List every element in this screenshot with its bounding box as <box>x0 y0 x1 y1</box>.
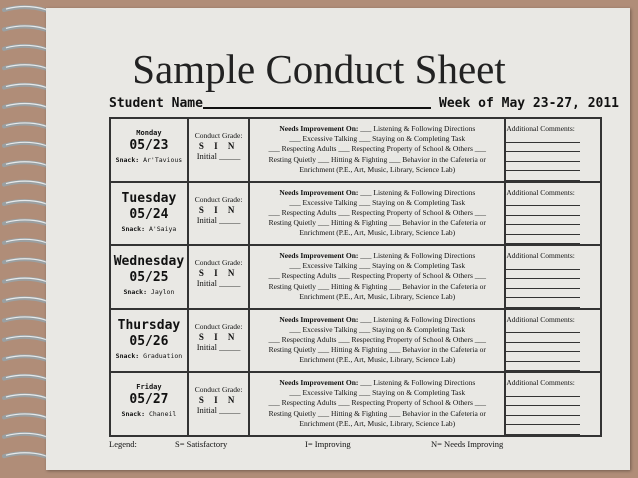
needs-line-2: ___ Excessive Talking ___ Staying on & Completing Task <box>289 324 466 334</box>
needs-line-2: ___ Excessive Talking ___ Staying on & Completing Task <box>289 134 466 144</box>
comment-line <box>506 425 580 435</box>
needs-line-4: Resting Quietly ___ Hitting & Fighting ___ Behavior in the Cafeteria or <box>268 281 486 291</box>
day-cell <box>110 182 188 246</box>
needs-heading: Needs Improvement On: <box>279 314 359 324</box>
initial-blank: Initial _____ <box>196 405 241 415</box>
needs-line-3: ___ Respecting Adults ___ Respecting Property of School & Others ___ <box>268 144 487 154</box>
conduct-grade-label: Conduct Grade: <box>194 194 243 204</box>
needs-line-3: ___ Respecting Adults ___ Respecting Property of School & Others ___ <box>268 398 487 408</box>
needs-line-2: ___ Excessive Talking ___ Staying on & Completing Task <box>289 261 466 271</box>
comments-label: Additional Comments: <box>506 378 575 387</box>
comment-line <box>506 333 580 343</box>
comment-line <box>506 133 580 143</box>
snack-line <box>111 410 187 418</box>
comments-cell <box>505 245 601 309</box>
student-name-label: Student Name <box>109 96 203 111</box>
needs-heading: Needs Improvement On: <box>279 124 359 133</box>
needs-line-5: Enrichment (P.E., Art, Music, Library, Science Lab) <box>299 164 456 174</box>
needs-improvement-cell <box>249 182 505 246</box>
snack-label: Snack: <box>115 351 140 360</box>
comments-label: Additional Comments: <box>506 187 575 197</box>
page-title: Sample Conduct Sheet <box>132 46 506 92</box>
comments-label: Additional Comments: <box>506 124 575 133</box>
comments-label: Additional Comments: <box>506 314 575 324</box>
comments-cell <box>505 182 601 246</box>
needs-improvement-cell <box>249 245 505 309</box>
comment-line <box>506 406 580 416</box>
comment-line <box>506 387 580 397</box>
snack-line <box>111 225 187 233</box>
day-name: Tuesday <box>121 190 177 206</box>
comment-line <box>506 289 580 299</box>
needs-line-3: ___ Respecting Adults ___ Respecting Property of School & Others ___ <box>268 271 487 281</box>
needs-line-1 <box>250 315 504 325</box>
conduct-grade-label: Conduct Grade: <box>194 321 243 331</box>
day-name: Monday <box>136 129 162 137</box>
needs-line-1 <box>250 124 504 134</box>
comment-line <box>506 171 580 181</box>
day-cell <box>110 245 188 309</box>
needs-heading: Needs Improvement On: <box>279 187 359 197</box>
grade-letters: S I N <box>198 204 239 215</box>
needs-line-1-rest: ___ Listening & Following Directions <box>358 378 476 387</box>
day-date: 05/23 <box>129 138 169 153</box>
needs-line-2: ___ Excessive Talking ___ Staying on & Completing Task <box>289 388 466 398</box>
comment-line <box>506 397 580 407</box>
comment-line <box>506 143 580 153</box>
student-name-blank <box>203 107 431 109</box>
comments-label: Additional Comments: <box>506 251 575 260</box>
day-name: Friday <box>136 383 162 391</box>
table-row <box>110 182 601 246</box>
needs-line-3: ___ Respecting Adults ___ Respecting Property of School & Others ___ <box>268 207 487 217</box>
needs-line-5: Enrichment (P.E., Art, Music, Library, Science Lab) <box>299 291 456 301</box>
needs-improvement-cell <box>249 118 505 182</box>
initial-blank: Initial _____ <box>196 341 241 352</box>
comment-line <box>506 362 580 372</box>
needs-line-1 <box>250 378 504 388</box>
comment-line <box>506 152 580 162</box>
needs-line-1-rest: ___ Listening & Following Directions <box>358 314 476 324</box>
comment-line <box>506 270 580 280</box>
needs-line-5: Enrichment (P.E., Art, Music, Library, Science Lab) <box>299 228 456 238</box>
comments-cell <box>505 309 601 373</box>
legend-satisfactory: S= Satisfactory <box>175 439 228 449</box>
comment-line <box>506 352 580 362</box>
comment-line <box>506 279 580 289</box>
legend <box>109 439 609 451</box>
comment-line <box>506 343 580 353</box>
comment-line <box>506 260 580 270</box>
snack-label: Snack: <box>115 156 140 164</box>
snack-line <box>111 288 187 296</box>
grade-letters: S I N <box>198 268 239 278</box>
needs-line-5: Enrichment (P.E., Art, Music, Library, Science Lab) <box>299 418 456 428</box>
comment-line <box>506 206 580 216</box>
initial-blank: Initial _____ <box>196 214 241 225</box>
legend-needs-improving: N= Needs Improving <box>431 439 504 449</box>
day-name: Wednesday <box>113 254 185 269</box>
conduct-grade-label: Conduct Grade: <box>194 258 243 267</box>
needs-line-5: Enrichment (P.E., Art, Music, Library, Science Lab) <box>299 355 456 365</box>
needs-line-2: ___ Excessive Talking ___ Staying on & Completing Task <box>289 197 466 207</box>
week-label: Week of May 23-27, 2011 <box>439 96 620 111</box>
snack-name: Graduation <box>143 351 183 360</box>
grade-letters: S I N <box>198 331 239 342</box>
needs-line-1-rest: ___ Listening & Following Directions <box>358 187 476 197</box>
comment-line <box>506 235 580 245</box>
snack-label: Snack: <box>123 288 147 296</box>
needs-line-1 <box>250 251 504 261</box>
needs-line-1 <box>250 188 504 198</box>
snack-line <box>111 156 187 164</box>
grade-cell <box>188 309 249 373</box>
needs-line-3: ___ Respecting Adults ___ Respecting Property of School & Others ___ <box>268 334 487 344</box>
comment-line <box>506 216 580 226</box>
comments-cell <box>505 372 601 436</box>
comment-line <box>506 298 580 308</box>
grade-cell <box>188 118 249 182</box>
comment-line <box>506 225 580 235</box>
needs-improvement-cell <box>249 309 505 373</box>
needs-improvement-cell <box>249 372 505 436</box>
grade-cell <box>188 245 249 309</box>
table-row <box>110 372 601 436</box>
needs-line-1-rest: ___ Listening & Following Directions <box>358 124 476 133</box>
needs-line-4: Resting Quietly ___ Hitting & Fighting ___ Behavior in the Cafeteria or <box>268 154 486 164</box>
day-date: 05/24 <box>129 206 169 222</box>
snack-name: Chaneil <box>148 410 177 418</box>
needs-line-4: Resting Quietly ___ Hitting & Fighting ___ Behavior in the Cafeteria or <box>268 408 486 418</box>
conduct-grade-label: Conduct Grade: <box>194 385 243 394</box>
needs-line-4: Resting Quietly ___ Hitting & Fighting ___ Behavior in the Cafeteria or <box>268 345 486 355</box>
needs-line-4: Resting Quietly ___ Hitting & Fighting ___ Behavior in the Cafeteria or <box>268 218 486 228</box>
legend-label: Legend: <box>109 439 137 449</box>
day-cell <box>110 372 188 436</box>
grade-letters: S I N <box>198 395 239 405</box>
comments-cell <box>505 118 601 182</box>
comment-line <box>506 324 580 334</box>
day-date: 05/25 <box>129 270 169 285</box>
initial-blank: Initial _____ <box>196 151 241 161</box>
day-date: 05/27 <box>129 392 169 407</box>
snack-label: Snack: <box>121 410 146 418</box>
comment-line <box>506 162 580 172</box>
table-row <box>110 245 601 309</box>
day-cell <box>110 118 188 182</box>
day-name: Thursday <box>117 317 181 333</box>
comment-line <box>506 197 580 207</box>
needs-heading: Needs Improvement On: <box>279 251 359 260</box>
day-date: 05/26 <box>129 333 169 349</box>
snack-name: Ar'Tavious <box>143 156 183 164</box>
needs-line-1-rest: ___ Listening & Following Directions <box>358 251 476 260</box>
needs-heading: Needs Improvement On: <box>279 378 359 387</box>
snack-name: A'Saiya <box>148 224 177 233</box>
grade-cell <box>188 182 249 246</box>
table-row <box>110 118 601 182</box>
table-row <box>110 309 601 373</box>
snack-label: Snack: <box>121 224 146 233</box>
snack-name: Jaylon <box>150 288 175 296</box>
conduct-table <box>109 117 602 437</box>
initial-blank: Initial _____ <box>196 278 241 288</box>
conduct-grade-label: Conduct Grade: <box>194 131 243 140</box>
snack-line <box>111 352 187 360</box>
grade-cell <box>188 372 249 436</box>
student-header <box>109 96 620 114</box>
legend-improving: I= Improving <box>305 439 351 449</box>
grade-letters: S I N <box>198 141 239 151</box>
day-cell <box>110 309 188 373</box>
comment-line <box>506 416 580 426</box>
